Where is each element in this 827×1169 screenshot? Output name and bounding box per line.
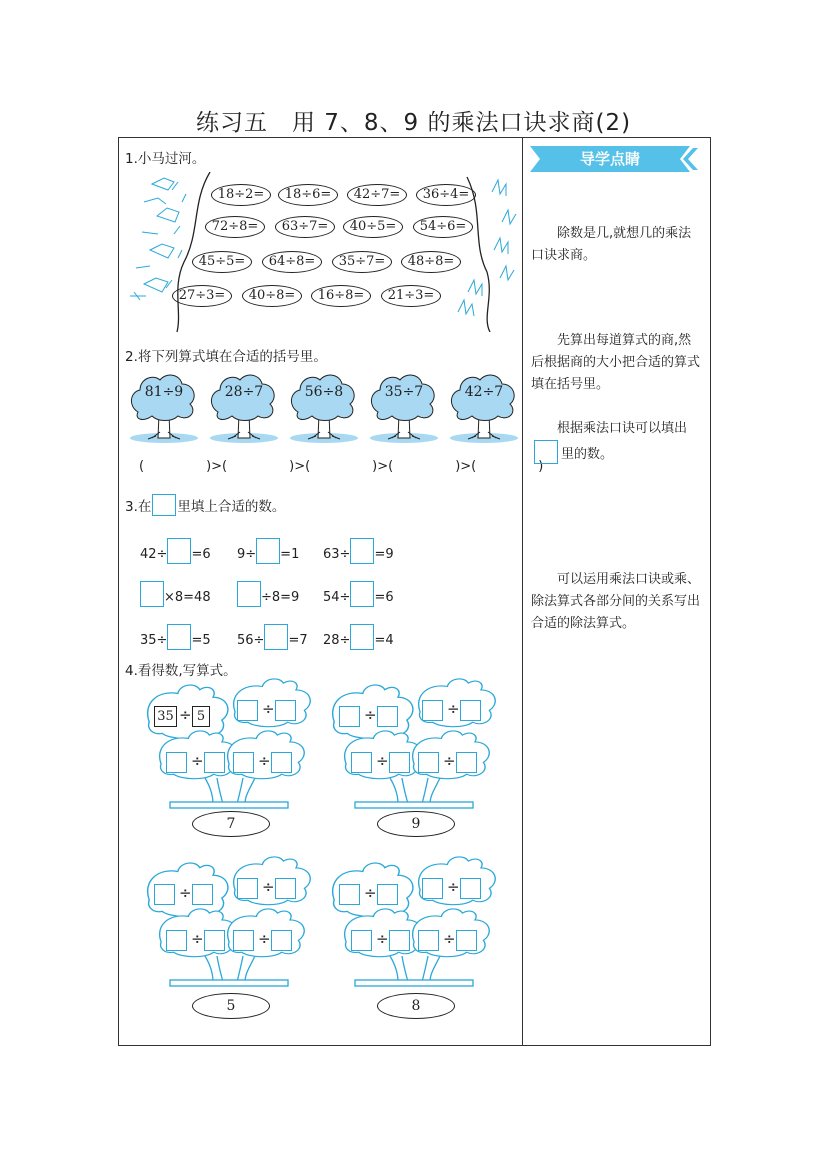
tree-equation[interactable]: 35÷7 xyxy=(384,384,424,400)
equation-prefix: 63÷ xyxy=(323,547,351,562)
answer-box[interactable] xyxy=(389,930,410,951)
divide-sign: ÷ xyxy=(376,930,389,948)
stone-equation[interactable]: 63÷7= xyxy=(275,216,335,238)
bracket-3: )>( xyxy=(372,459,394,474)
answer-box[interactable] xyxy=(339,706,360,727)
equation-suffix: ×8=48 xyxy=(164,590,211,605)
equation-suffix: =6 xyxy=(374,590,394,605)
answer-box[interactable] xyxy=(233,752,254,773)
fill-equation xyxy=(237,581,299,607)
stone-equation[interactable]: 72÷8= xyxy=(205,216,265,238)
answer-box[interactable] xyxy=(460,700,481,721)
sidebar-header: 导学点睛 xyxy=(579,150,640,168)
answer-box[interactable] xyxy=(456,752,477,773)
answer-box[interactable] xyxy=(422,878,443,899)
answer-box[interactable] xyxy=(275,878,296,899)
stone-equation[interactable]: 18÷2= xyxy=(211,184,271,206)
stone-equation[interactable]: 54÷6= xyxy=(413,216,473,238)
tip-1: 除数是几,就想几的乘法口诀求商。 xyxy=(531,226,692,263)
horse-left-group xyxy=(130,178,186,300)
question-4-label: 4.看得数,写算式。 xyxy=(125,663,237,679)
fill-equation xyxy=(323,538,394,564)
tree-icon xyxy=(208,372,280,444)
page-title: 练习五 用 7、8、9 的乘法口诀求商(2) xyxy=(195,110,632,136)
answer-box[interactable] xyxy=(271,752,292,773)
result-oval: 9 xyxy=(377,811,455,837)
tree-icon xyxy=(128,372,200,444)
fill-equation xyxy=(237,538,299,564)
answer-box[interactable] xyxy=(418,930,439,951)
divide-sign: ÷ xyxy=(258,930,271,948)
answer-box[interactable] xyxy=(167,624,191,650)
question-2-label: 2.将下列算式填在合适的括号里。 xyxy=(125,349,327,365)
stone-equation[interactable]: 35÷7= xyxy=(332,251,392,273)
divide-sign: ÷ xyxy=(447,878,460,896)
divide-sign: ÷ xyxy=(191,752,204,770)
equation-suffix: =4 xyxy=(374,633,394,648)
equation-prefix: 35÷ xyxy=(140,633,168,648)
tip-3-text-pre: 根据乘法口诀可以填出 xyxy=(557,421,688,436)
tree-equation[interactable]: 56÷8 xyxy=(304,384,344,400)
answer-box[interactable] xyxy=(233,930,254,951)
answer-box[interactable] xyxy=(166,752,187,773)
divide-sign: ÷ xyxy=(179,884,192,902)
blank-box-icon xyxy=(152,494,176,516)
bracket-5: ) xyxy=(538,459,544,474)
answer-box[interactable] xyxy=(456,930,477,951)
answer-box[interactable] xyxy=(339,884,360,905)
question-3-label xyxy=(125,494,285,516)
equation-prefix: 42÷ xyxy=(140,547,168,562)
answer-box[interactable] xyxy=(350,581,374,607)
divide-sign: ÷ xyxy=(443,752,456,770)
tree-icon xyxy=(288,372,360,444)
bracket-2: )>( xyxy=(289,459,311,474)
stone-equation[interactable]: 42÷7= xyxy=(347,184,407,206)
equation-prefix: 9÷ xyxy=(237,547,257,562)
result-oval: 5 xyxy=(192,993,270,1019)
bracket-0: ( xyxy=(139,459,145,474)
stone-equation[interactable]: 64÷8= xyxy=(262,251,322,273)
answer-box[interactable] xyxy=(140,581,164,607)
answer-box[interactable] xyxy=(351,752,372,773)
q3-label-pre: 3.在 xyxy=(125,499,152,515)
answer-box[interactable] xyxy=(350,538,374,564)
equation-suffix: =9 xyxy=(374,547,394,562)
answer-box[interactable] xyxy=(389,752,410,773)
divide-sign: ÷ xyxy=(262,700,275,718)
answer-box[interactable] xyxy=(237,581,261,607)
answer-box[interactable] xyxy=(377,884,398,905)
tip-2: 先算出每道算式的商,然后根据商的大小把合适的算式填在括号里。 xyxy=(531,333,701,392)
stone-equation[interactable]: 48÷8= xyxy=(401,251,461,273)
answer-box[interactable] xyxy=(350,624,374,650)
answer-box[interactable] xyxy=(460,878,481,899)
equation-prefix: 28÷ xyxy=(323,633,351,648)
tree-equation[interactable]: 42÷7 xyxy=(464,384,504,400)
divide-sign: ÷ xyxy=(443,930,456,948)
question-1-label: 1.小马过河。 xyxy=(125,151,206,167)
fill-equation xyxy=(140,581,211,607)
result-oval: 7 xyxy=(192,811,270,837)
fill-equation xyxy=(140,624,211,650)
answer-box[interactable] xyxy=(154,884,175,905)
stone-equation[interactable]: 21÷3= xyxy=(381,285,441,307)
tree-equation[interactable]: 28÷7 xyxy=(224,384,264,400)
equation-suffix: =5 xyxy=(191,633,211,648)
flower-pot-icon xyxy=(145,678,315,818)
divide-sign: ÷ xyxy=(447,700,460,718)
q3-label-post: 里填上合适的数。 xyxy=(177,499,286,515)
equation-suffix: =6 xyxy=(191,547,211,562)
fill-equation xyxy=(323,581,394,607)
result-oval: 8 xyxy=(377,993,455,1019)
answer-box[interactable] xyxy=(204,930,225,951)
fill-equation xyxy=(323,624,394,650)
column-divider xyxy=(522,137,523,1045)
stone-equation[interactable]: 45÷5= xyxy=(192,251,252,273)
equation-prefix: 54÷ xyxy=(323,590,351,605)
divide-sign: ÷ xyxy=(376,752,389,770)
blank-box-icon xyxy=(534,440,558,464)
fill-equation xyxy=(237,624,308,650)
answer-box[interactable] xyxy=(275,700,296,721)
bracket-1: )>( xyxy=(206,459,228,474)
answer-box[interactable] xyxy=(192,884,213,905)
stone-equation[interactable]: 36÷4= xyxy=(416,184,476,206)
answer-box[interactable] xyxy=(422,700,443,721)
stone-equation[interactable]: 18÷6= xyxy=(278,184,338,206)
stone-equation[interactable]: 40÷5= xyxy=(343,216,403,238)
answer-box[interactable] xyxy=(256,538,280,564)
divide-sign: ÷ xyxy=(258,752,271,770)
equation-prefix: 56÷ xyxy=(237,633,265,648)
tip-3 xyxy=(531,418,703,466)
answer-box[interactable] xyxy=(351,930,372,951)
divide-sign: ÷ xyxy=(364,884,377,902)
answer-box[interactable] xyxy=(271,930,292,951)
tip-4: 可以运用乘法口诀或乘、除法算式各部分间的关系写出合适的除法算式。 xyxy=(531,572,701,631)
divide-sign: ÷ xyxy=(179,706,192,724)
tree-icon xyxy=(448,372,520,444)
stone-equation[interactable]: 27÷3= xyxy=(172,285,232,307)
answer-box[interactable] xyxy=(237,700,258,721)
flower-pot-icon xyxy=(330,678,500,818)
q2-bracket-row[interactable] xyxy=(139,459,543,474)
flower-pot-icon xyxy=(145,856,315,996)
equation-suffix: ÷8=9 xyxy=(261,590,300,605)
answer-box[interactable] xyxy=(237,878,258,899)
answer-box[interactable] xyxy=(204,752,225,773)
divide-sign: ÷ xyxy=(191,930,204,948)
divide-sign: ÷ xyxy=(262,878,275,896)
fill-equation xyxy=(140,538,211,564)
given-divisor: 5 xyxy=(192,706,210,727)
equation-suffix: =1 xyxy=(280,547,300,562)
answer-box[interactable] xyxy=(166,930,187,951)
answer-box[interactable] xyxy=(377,706,398,727)
answer-box[interactable] xyxy=(264,624,288,650)
divide-sign: ÷ xyxy=(364,706,377,724)
stone-equation[interactable]: 40÷8= xyxy=(242,285,302,307)
tip-3-text-post: 里的数。 xyxy=(561,447,614,462)
tree-icon xyxy=(368,372,440,444)
stone-equation[interactable]: 16÷8= xyxy=(311,285,371,307)
given-dividend: 35 xyxy=(154,706,177,727)
flower-pot-icon xyxy=(330,856,500,996)
bracket-4: )>( xyxy=(455,459,477,474)
answer-box[interactable] xyxy=(418,752,439,773)
tree-equation[interactable]: 81÷9 xyxy=(144,384,184,400)
equation-suffix: =7 xyxy=(288,633,308,648)
answer-box[interactable] xyxy=(167,538,191,564)
